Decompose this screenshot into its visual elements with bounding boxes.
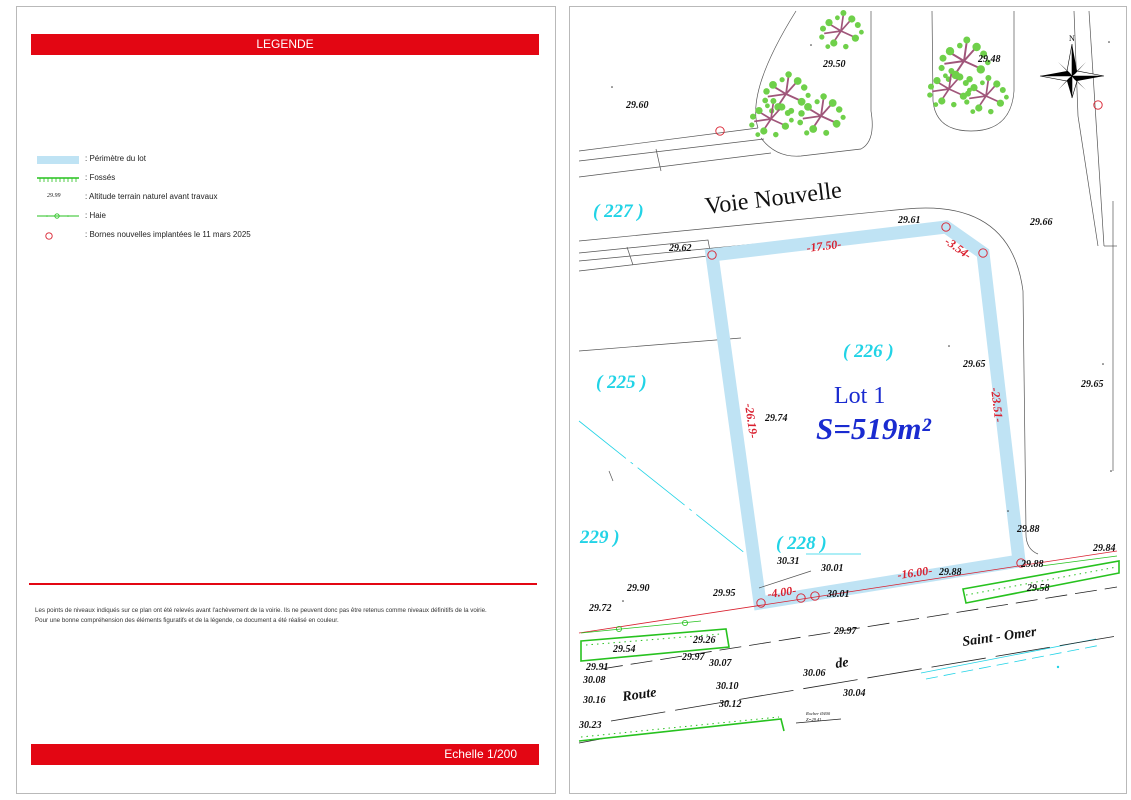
altitude-sample: 29.99 (47, 193, 61, 199)
altitude-label: 29.90 (627, 583, 650, 594)
north-arrow-icon (1040, 34, 1104, 98)
legend-sheet (16, 6, 556, 794)
altitude-label: 29.54 (613, 644, 636, 655)
altitude-label: 30.01 (821, 563, 844, 574)
street-saint-omer: Saint - Omer (961, 624, 1038, 650)
lot-area: S=519m² (816, 411, 931, 446)
altitude-label: 30.12 (719, 699, 742, 710)
plan-linework (579, 11, 1117, 554)
altitude-label: 30.16 (583, 695, 606, 706)
dimension-label: -3.54- (942, 233, 975, 263)
street-route: Route (621, 685, 658, 705)
legend-title: LEGENDE (256, 37, 314, 51)
dimension-label: -16.00- (896, 563, 934, 582)
altitude-label: 30.23 (579, 720, 602, 731)
altitude-label: 29.91 (586, 662, 609, 673)
legend-title-bar (31, 34, 539, 55)
altitude-label: 30.31 (777, 556, 800, 567)
legend-label: : Altitude terrain naturel avant travaux (85, 192, 218, 201)
plan-sheet (569, 6, 1127, 794)
tree-icon (819, 10, 864, 49)
cadastral-plan (570, 7, 1126, 793)
altitude-label: 29.61 (898, 215, 921, 226)
altitude-label: 29.50 (823, 59, 846, 70)
altitude-label: 30.01 (827, 589, 850, 600)
tree-icon (762, 71, 810, 114)
altitude-label: 29.88 (939, 567, 962, 578)
boundary-marker-icon (716, 127, 724, 135)
note-line: Les points de niveaux indiqués sur ce plan ont été relevés avant l'achèvement de la voirie. Ils ne peuvent donc pas être retenus comme niveaux définitifs de la voirie. (35, 607, 487, 614)
street-de: de (834, 655, 850, 672)
altitude-label: 29.88 (1017, 524, 1040, 535)
legend-label: : Haie (85, 211, 106, 220)
parcel-225: ( 225 ) (596, 372, 647, 393)
altitude-label: 29.97 (682, 652, 705, 663)
altitude-label: 29.72 (589, 603, 612, 614)
altitude-label: 29.66 (1030, 217, 1053, 228)
parcel-226: ( 226 ) (843, 341, 894, 362)
parcel-229: 229 ) (580, 527, 620, 548)
parcel-227: ( 227 ) (593, 201, 644, 222)
altitude-label: 29.74 (765, 413, 788, 424)
note-line: Pour une bonne compréhension des éléments figuratifs et de la légende, ce document a été réalisé en couleur. (35, 617, 339, 624)
legend-label: : Bornes nouvelles implantées le 11 mars 2025 (85, 230, 251, 239)
lot-perimeter-swatch (35, 153, 81, 167)
altitude-label: 29.95 (713, 588, 736, 599)
boundary-markers (708, 101, 1102, 607)
altitude-label: 30.08 (583, 675, 606, 686)
scale-bar (31, 744, 539, 765)
altitude-label: 29.65 (963, 359, 986, 370)
altitude-label: 29.88 (1021, 559, 1044, 570)
dimension-label: -26.19- (742, 402, 761, 440)
altitude-label: 29.97 (834, 626, 857, 637)
altitude-label: 30.06 (803, 668, 826, 679)
street-voie-nouvelle: Voie Nouvelle (703, 177, 844, 220)
legend-label: : Périmètre du lot (85, 154, 146, 163)
altitude-label: 29.26 (693, 635, 716, 646)
survey-note (35, 606, 535, 626)
altitude-label: 29.58 (1027, 583, 1050, 594)
altitude-label: 30.10 (716, 681, 739, 692)
altitude-label: 29.48 (978, 54, 1001, 65)
parcel-228: ( 228 ) (776, 533, 827, 554)
altitude-label: 30.04 (843, 688, 866, 699)
altitude-label: 30.07 (709, 658, 732, 669)
legend-label: : Fossés (85, 173, 116, 182)
altitude-label: 29.60 (626, 100, 649, 111)
boundary-marker-icon (35, 229, 81, 243)
rocher-altitude: Z=29.41 (806, 717, 822, 722)
altitude-label: 29.65 (1081, 379, 1104, 390)
dimension-label: -17.50- (805, 236, 843, 255)
lot-name: Lot 1 (834, 383, 886, 409)
north-label: N (1069, 34, 1075, 43)
dimension-label: -23.51- (988, 386, 1007, 424)
altitude-label: 29.62 (669, 243, 692, 254)
hedge-swatch (35, 210, 81, 224)
altitude-label: 29.84 (1093, 543, 1116, 554)
scale-label: Echelle 1/200 (444, 747, 517, 761)
rocher-label: Rocher Ø400 (806, 711, 831, 716)
ditch-swatch (35, 172, 81, 186)
dimension-label: -4.00- (766, 583, 798, 601)
separator-line (29, 583, 537, 585)
